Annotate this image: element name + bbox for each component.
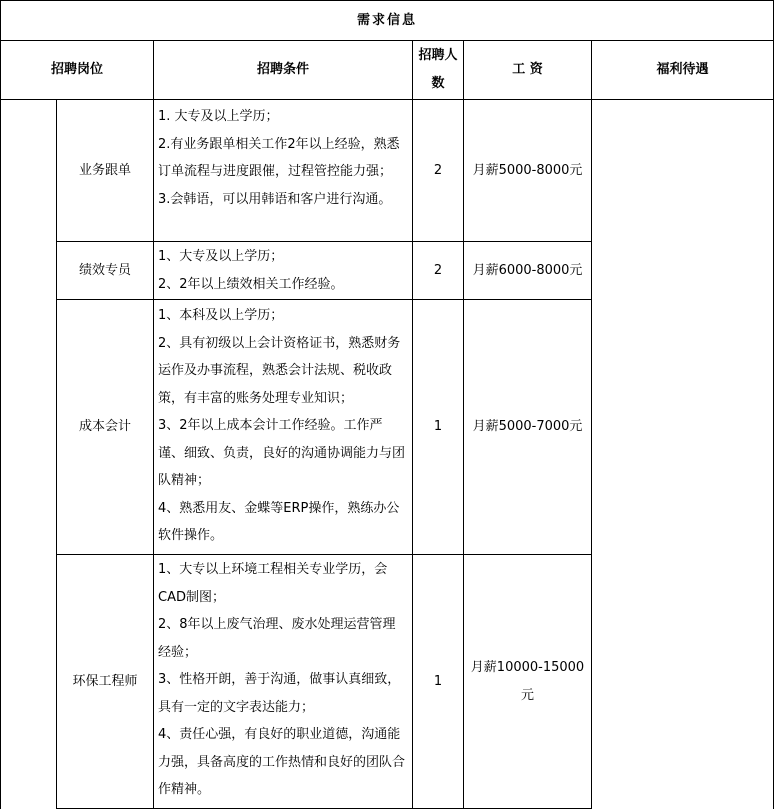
header-requirements: 招聘条件 bbox=[256, 62, 309, 77]
requirement-line: 3、性格开朗，善于沟通，做事认真细致，具有一定的文字表达能力； bbox=[158, 672, 401, 715]
header-benefits: 福利待遇 bbox=[656, 62, 709, 77]
row-salary: 月薪10000-15000元 bbox=[470, 659, 585, 703]
requirement-line: 4、熟悉用友、金蝶等ERP操作，熟练办公软件操作。 bbox=[158, 500, 400, 543]
row-position: 环保工程师 bbox=[72, 673, 138, 689]
row-salary: 月薪5000-8000元 bbox=[472, 162, 583, 178]
requirement-line: 1. 大专及以上学历； bbox=[158, 109, 279, 124]
requirement-line: 1、大专以上环境工程相关专业学历，会CAD制图； bbox=[158, 562, 388, 605]
table-title: 需求信息 bbox=[356, 12, 417, 28]
requirement-line: 3、2年以上成本会计工作经验。工作严谨、细致、负责，良好的沟通协调能力与团队精神； bbox=[158, 418, 406, 488]
header-position: 招聘岗位 bbox=[50, 62, 103, 77]
requirement-line: 1、本科及以上学历； bbox=[158, 308, 284, 323]
column-divider bbox=[591, 40, 592, 809]
row-count: 2 bbox=[433, 262, 443, 278]
requirement-line: 2、具有初级以上会计资格证书，熟悉财务运作及办事流程，熟悉会计法规、税收政策，有丰富的账务处理专业知识； bbox=[158, 335, 401, 406]
row-position: 成本会计 bbox=[78, 419, 131, 434]
row-count: 2 bbox=[433, 162, 443, 178]
requirement-line: 2.有业务跟单相关工作2年以上经验，熟悉订单流程与进度跟催，过程管控能力强； bbox=[158, 136, 400, 179]
row-count: 1 bbox=[433, 419, 443, 434]
row-salary: 月薪5000-7000元 bbox=[472, 419, 583, 434]
row-salary: 月薪6000-8000元 bbox=[472, 262, 583, 278]
requirement-line: 2、2年以上绩效相关工作经验。 bbox=[158, 276, 344, 292]
requirement-line: 2、8年以上废气治理、废水处理运营管理经验； bbox=[158, 617, 396, 660]
row-count: 1 bbox=[433, 673, 443, 689]
requirement-line: 4、责任心强，有良好的职业道德，沟通能力强，具备高度的工作热情和良好的团队合作精神。 bbox=[158, 727, 406, 797]
requirement-line: 1、大专及以上学历； bbox=[158, 249, 284, 264]
row-requirements bbox=[154, 242, 412, 299]
row-position: 业务跟单 bbox=[78, 162, 131, 178]
row-requirements bbox=[154, 100, 412, 241]
header-salary: 工 资 bbox=[512, 62, 543, 77]
row-requirements bbox=[154, 555, 412, 808]
requirement-line: 3.会韩语，可以用韩语和客户进行沟通。 bbox=[158, 191, 392, 207]
row-position: 绩效专员 bbox=[78, 262, 131, 278]
table-border-left bbox=[0, 0, 1, 809]
row-requirements bbox=[154, 300, 412, 554]
header-count: 招聘人数 bbox=[418, 48, 458, 91]
